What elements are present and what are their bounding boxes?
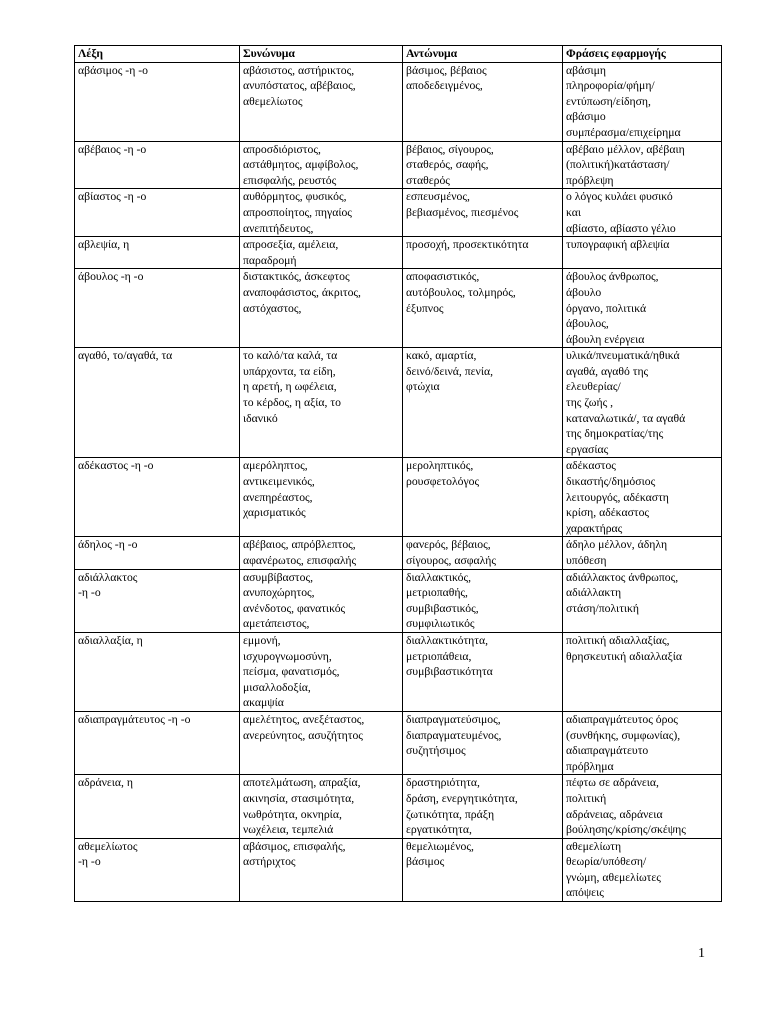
phrases-cell [563, 269, 722, 348]
cell-text-line: παραδρομή [243, 253, 297, 267]
cell-text-line: ανερεύνητος, ασυζήτητος [243, 728, 363, 742]
cell-text-line: μεροληπτικός, [406, 459, 474, 473]
cell-text-line: βέβαιος, σίγουρος, [406, 142, 494, 156]
word-cell [75, 711, 240, 774]
cell-text-line: ο λόγος κυλάει φυσικό [566, 190, 673, 204]
vocabulary-table [74, 45, 722, 902]
cell-text-line: αγαθά, αγαθό της [566, 364, 649, 378]
cell-text-line: ρουσφετολόγος [406, 475, 480, 489]
cell-text-line: κακό, αμαρτία, [406, 349, 477, 363]
cell-text-line: μετριοπάθεια, [406, 649, 472, 663]
cell-text-line: όργανο, πολιτικά [566, 301, 647, 315]
cell-text-line: αδιάλλακτη [566, 586, 622, 600]
phrases-cell [563, 237, 722, 269]
cell-text-line: επισφαλής, ρευστός [243, 173, 337, 187]
phrases-cell [563, 348, 722, 458]
table-row [75, 632, 722, 711]
phrases-cell [563, 711, 722, 774]
cell-text-line: άβουλος -η -ο [78, 270, 144, 284]
cell-text-line: αδέκαστος -η -ο [78, 459, 154, 473]
synonyms-cell [240, 62, 403, 141]
cell-text-line: ακαμψία [243, 696, 284, 710]
cell-text-line: πληροφορία/φήμη/ [566, 79, 655, 93]
cell-text-line: χαρακτήρας [566, 521, 623, 535]
cell-text-line: εργασίας [566, 442, 609, 456]
table-row [75, 269, 722, 348]
word-cell [75, 537, 240, 569]
cell-text-line: αβάσιμο [566, 110, 606, 124]
cell-text-line: αβάσιμος -η -ο [78, 63, 148, 77]
cell-text-line: συμβιβαστικότητα [406, 665, 493, 679]
cell-text-line: προσοχή, προσεκτικότητα [406, 238, 529, 252]
synonyms-cell [240, 537, 403, 569]
antonyms-cell [403, 189, 563, 237]
phrases-cell [563, 537, 722, 569]
antonyms-cell [403, 237, 563, 269]
antonyms-cell [403, 537, 563, 569]
cell-text-line: ανυποχώρητος, [243, 586, 315, 600]
cell-text-line: αυτόβουλος, τολμηρός, [406, 285, 516, 299]
cell-text-line: αδιάλλακτος άνθρωπος, [566, 570, 679, 584]
cell-text-line: σταθερός [406, 173, 450, 187]
table-row [75, 62, 722, 141]
header-word: Λέξη [75, 46, 240, 63]
cell-text-line: αδιαλλαξία, η [78, 633, 143, 647]
table-header-row [75, 46, 722, 63]
cell-text-line: βάσιμος, βέβαιος [406, 63, 487, 77]
antonyms-cell [403, 775, 563, 838]
cell-text-line: άβουλο [566, 285, 602, 299]
cell-text-line: μισαλλοδοξία, [243, 680, 311, 694]
cell-text-line: αμερόληπτος, [243, 459, 308, 473]
cell-text-line: σταθερός, σαφής, [406, 158, 489, 172]
cell-text-line: αβίαστο, αβίαστο γέλιο [566, 221, 676, 235]
cell-text-line: αβάσιμος, επισφαλής, [243, 839, 346, 853]
header-synonyms: Συνώνυμα [240, 46, 403, 63]
cell-text-line: αντικειμενικός, [243, 475, 315, 489]
synonyms-cell [240, 269, 403, 348]
cell-text-line: υλικά/πνευματικά/ηθικά [566, 349, 680, 363]
cell-text-line: έξυπνος [406, 301, 444, 315]
cell-text-line: υπάρχοντα, τα είδη, [243, 364, 336, 378]
cell-text-line: αδέκαστος [566, 459, 616, 473]
cell-text-line: αδιαπραγμάτευτος όρος [566, 712, 678, 726]
cell-text-line: αμελέτητος, ανεξέταστος, [243, 712, 365, 726]
antonyms-cell [403, 62, 563, 141]
cell-text-line: ισχυρογνωμοσύνη, [243, 649, 332, 663]
cell-text-line: αβίαστος -η -ο [78, 190, 147, 204]
cell-text-line: εσπευσμένος, [406, 190, 470, 204]
cell-text-line: αδράνεια, η [78, 776, 134, 790]
table-row [75, 458, 722, 537]
cell-text-line: κρίση, αδέκαστος [566, 506, 650, 520]
antonyms-cell [403, 711, 563, 774]
synonyms-cell [240, 838, 403, 901]
cell-text-line: ελευθερίας/ [566, 380, 621, 394]
cell-text-line: (συνθήκης, συμφωνίας), [566, 728, 681, 742]
cell-text-line: αγαθό, το/αγαθά, τα [78, 349, 173, 363]
synonyms-cell [240, 775, 403, 838]
cell-text-line: νωθρότητα, οκνηρία, [243, 807, 342, 821]
cell-text-line: αποτελμάτωση, απραξία, [243, 776, 361, 790]
cell-text-line: στάση/πολιτική [566, 601, 640, 615]
cell-text-line: το καλό/τα καλά, τα [243, 349, 338, 363]
cell-text-line: -η -ο [78, 855, 101, 869]
cell-text-line: βεβιασμένος, πιεσμένος [406, 205, 519, 219]
cell-text-line: πείσμα, φανατισμός, [243, 665, 340, 679]
cell-text-line: άδηλο μέλλον, άδηλη [566, 538, 668, 552]
cell-text-line: διστακτικός, άσκεφτος [243, 270, 350, 284]
cell-text-line: -η -ο [78, 586, 101, 600]
cell-text-line: πολιτική [566, 791, 607, 805]
cell-text-line: υπόθεση [566, 554, 607, 567]
synonyms-cell [240, 458, 403, 537]
cell-text-line: συμβιβαστικός, [406, 601, 479, 615]
table-row [75, 537, 722, 569]
synonyms-cell [240, 189, 403, 237]
antonyms-cell [403, 269, 563, 348]
table-row [75, 237, 722, 269]
synonyms-cell [240, 632, 403, 711]
antonyms-cell [403, 838, 563, 901]
cell-text-line: αστάθμητος, αμφίβολος, [243, 158, 359, 172]
cell-text-line: θεωρία/υπόθεση/ [566, 855, 647, 869]
word-cell [75, 189, 240, 237]
cell-text-line: δικαστής/δημόσιος [566, 475, 656, 489]
cell-text-line: απόψεις [566, 886, 604, 900]
table-body [75, 62, 722, 901]
cell-text-line: αθεμελίωτος [78, 839, 138, 853]
cell-text-line: ανυπόστατος, αβέβαιος, [243, 79, 356, 93]
word-cell [75, 775, 240, 838]
page-number: 1 [698, 946, 705, 961]
cell-text-line: εμμονή, [243, 633, 281, 647]
phrases-cell [563, 458, 722, 537]
cell-text-line: δεινό/δεινά, πενία, [406, 364, 494, 378]
cell-text-line: άβουλος άνθρωπος, [566, 270, 659, 284]
cell-text-line: ακινησία, στασιμότητα, [243, 791, 355, 805]
word-cell [75, 838, 240, 901]
cell-text-line: τυπογραφική αβλεψία [566, 238, 670, 252]
cell-text-line: ζωτικότητα, πράξη [406, 807, 495, 821]
cell-text-line: βούλησης/κρίσης/σκέψης [566, 823, 686, 837]
word-cell [75, 458, 240, 537]
word-cell [75, 569, 240, 632]
cell-text-line: αβάσιστος, αστήρικτος, [243, 63, 355, 77]
cell-text-line: φτώχια [406, 380, 440, 394]
cell-text-line: ανεπιτήδευτος, [243, 221, 314, 235]
cell-text-line: αθεμελίωτη [566, 839, 622, 853]
cell-text-line: αβλεψία, η [78, 238, 130, 252]
cell-text-line: συμφιλιωτικός [406, 617, 475, 631]
cell-text-line: διαπραγματευμένος, [406, 728, 502, 742]
antonyms-cell [403, 458, 563, 537]
cell-text-line: απροσποίητος, πηγαίος [243, 205, 352, 219]
phrases-cell [563, 189, 722, 237]
cell-text-line: εργατικότητα, [406, 823, 472, 837]
cell-text-line: η αρετή, η ωφέλεια, [243, 380, 337, 394]
cell-text-line: βάσιμος [406, 855, 445, 869]
cell-text-line: αδιαπραγμάτευτο [566, 744, 649, 758]
cell-text-line: αδιάλλακτος [78, 570, 138, 584]
cell-text-line: το κέρδος, η αξία, το [243, 396, 341, 410]
cell-text-line: αβέβαιο μέλλον, αβέβαιη [566, 142, 685, 156]
table-row [75, 569, 722, 632]
cell-text-line: αβέβαιος, απρόβλεπτος, [243, 538, 356, 552]
synonyms-cell [240, 569, 403, 632]
cell-text-line: θρησκευτική αδιαλλαξία [566, 649, 683, 663]
cell-text-line: της ζωής , [566, 396, 614, 410]
cell-text-line: της δημοκρατίας/της [566, 427, 664, 441]
synonyms-cell [240, 141, 403, 189]
cell-text-line: δραστηριότητα, [406, 776, 480, 790]
cell-text-line: αδράνειας, αδράνεια [566, 807, 663, 821]
table-row [75, 711, 722, 774]
cell-text-line: αναποφάσιστος, άκριτος, [243, 285, 361, 299]
cell-text-line: θεμελιωμένος, [406, 839, 474, 853]
cell-text-line: δράση, ενεργητικότητα, [406, 791, 518, 805]
cell-text-line: διαλλακτικός, [406, 570, 471, 584]
cell-text-line: διαπραγματεύσιμος, [406, 712, 501, 726]
cell-text-line: απροσεξία, αμέλεια, [243, 238, 339, 252]
word-cell [75, 269, 240, 348]
cell-text-line: άβουλος, [566, 317, 609, 331]
cell-text-line: αδιαπραγμάτευτος -η -ο [78, 712, 191, 726]
phrases-cell [563, 569, 722, 632]
cell-text-line: αποφασιστικός, [406, 270, 480, 284]
word-cell [75, 348, 240, 458]
cell-text-line: πέφτω σε αδράνεια, [566, 776, 659, 790]
table-row [75, 838, 722, 901]
phrases-cell [563, 838, 722, 901]
cell-text-line: αβέβαιος -η -ο [78, 142, 147, 156]
cell-text-line: εντύπωση/είδηση, [566, 94, 651, 108]
cell-text-line: σίγουρος, ασφαλής [406, 554, 496, 567]
cell-text-line: φανερός, βέβαιος, [406, 538, 491, 552]
cell-text-line: άβουλη ενέργεια [566, 332, 645, 346]
cell-text-line: χαρισματικός [243, 506, 306, 520]
cell-text-line: αστήριχτος [243, 855, 296, 869]
cell-text-line: αποδεδειγμένος, [406, 79, 483, 93]
table-row [75, 141, 722, 189]
word-cell [75, 237, 240, 269]
cell-text-line: και [566, 205, 582, 219]
cell-text-line: άδηλος -η -ο [78, 538, 138, 552]
table-row [75, 189, 722, 237]
cell-text-line: ανεπηρέαστος, [243, 490, 313, 504]
cell-text-line: διαλλακτικότητα, [406, 633, 488, 647]
antonyms-cell [403, 141, 563, 189]
header-phrases: Φράσεις εφαρμογής [563, 46, 722, 63]
synonyms-cell [240, 348, 403, 458]
cell-text-line: καταναλωτικά/, τα αγαθά [566, 411, 686, 425]
cell-text-line: συμπέρασμα/επιχείρημα [566, 125, 681, 139]
cell-text-line: συζητήσιμος [406, 744, 466, 758]
phrases-cell [563, 775, 722, 838]
header-antonyms: Αντώνυμα [403, 46, 563, 63]
phrases-cell [563, 62, 722, 141]
cell-text-line: λειτουργός, αδέκαστη [566, 490, 669, 504]
cell-text-line: πολιτική αδιαλλαξίας, [566, 633, 670, 647]
table-row [75, 775, 722, 838]
word-cell [75, 632, 240, 711]
cell-text-line: αβάσιμη [566, 63, 607, 77]
phrases-cell [563, 141, 722, 189]
antonyms-cell [403, 569, 563, 632]
table-row [75, 348, 722, 458]
cell-text-line: αφανέρωτος, επισφαλής [243, 554, 357, 567]
cell-text-line: ιδανικό [243, 411, 278, 425]
cell-text-line: απροσδιόριστος, [243, 142, 321, 156]
word-cell [75, 62, 240, 141]
cell-text-line: ασυμβίβαστος, [243, 570, 314, 584]
cell-text-line: αστόχαστος, [243, 301, 302, 315]
cell-text-line: πρόβλημα [566, 759, 614, 773]
cell-text-line: αθεμελίωτος [243, 94, 303, 108]
cell-text-line: ανένδοτος, φανατικός [243, 601, 346, 615]
phrases-cell [563, 632, 722, 711]
cell-text-line: αυθόρμητος, φυσικός, [243, 190, 347, 204]
cell-text-line: (πολιτική)κατάσταση/ [566, 158, 670, 172]
cell-text-line: πρόβλεψη [566, 173, 614, 187]
word-cell [75, 141, 240, 189]
cell-text-line: νωχέλεια, τεμπελιά [243, 823, 334, 837]
cell-text-line: μετριοπαθής, [406, 586, 468, 600]
cell-text-line: αμετάπειστος, [243, 617, 310, 631]
antonyms-cell [403, 348, 563, 458]
antonyms-cell [403, 632, 563, 711]
synonyms-cell [240, 237, 403, 269]
cell-text-line: γνώμη, αθεμελίωτες [566, 870, 661, 884]
synonyms-cell [240, 711, 403, 774]
